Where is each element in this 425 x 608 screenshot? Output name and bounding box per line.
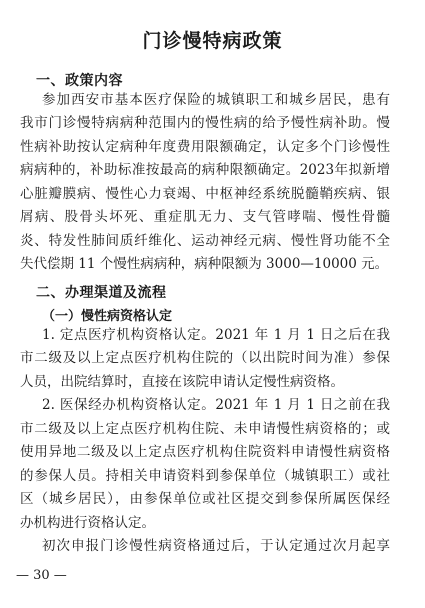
text-line: 我市门诊慢特病病种范围内的慢性病的给予慢性病补助。慢 xyxy=(20,115,390,131)
text-line: 市二级及以上定点医疗机构住院、未申请慢性病资格的；或 xyxy=(20,420,390,437)
text-line: 屑病、股骨头坏死、重症肌无力、支气管哮喘、慢性骨髓 xyxy=(20,209,390,225)
text-line: 失代偿期 11 个慢性病病种，病种限额为 3000—10000 元。 xyxy=(20,256,389,272)
text-line: 性病补助按认定病种年度费用限额确定，认定多个门诊慢性 xyxy=(20,138,390,155)
text-line: 使用异地二级及以上定点医疗机构住院资料申请慢性病资格 xyxy=(20,444,390,460)
text-line: 炎、特发性肺间质纤维化、运动神经元病、慢性肾功能不全 xyxy=(20,232,390,249)
text-line: 1. 定点医疗机构资格认定。2021 年 1 月 1 日之后在我 xyxy=(42,326,390,343)
text-line: 办机构进行资格认定。 xyxy=(20,514,155,531)
page-title: 门诊慢特病政策 xyxy=(142,30,283,52)
text-line: 参加西安市基本医疗保险的城镇职工和城乡居民，患有 xyxy=(42,91,390,108)
text-line: 人员，出院结算时，直接在该院申请认定慢性病资格。 xyxy=(20,373,344,390)
text-line: 病病种的，补助标准按最高的病种限额确定。2023年拟新增 xyxy=(20,162,390,178)
text-line: 市二级及以上定点医疗机构住院的（以出院时间为准）参保 xyxy=(20,350,390,366)
subsection-heading-qualification: （一）慢性病资格认定 xyxy=(42,309,173,324)
text-line: 心脏瓣膜病、慢性心力衰竭、中枢神经系统脱髓鞘疾病、银 xyxy=(20,185,390,202)
section-heading-policy: 一、政策内容 xyxy=(36,73,123,89)
text-line: 2. 医保经办机构资格认定。2021 年 1 月 1 日之前在我 xyxy=(42,397,390,413)
text-line: 区（城乡居民），由参保单位或社区提交到参保所属医保经 xyxy=(20,491,390,507)
text-line: 初次申报门诊慢性病资格通过后，于认定通过次月起享 xyxy=(42,538,390,554)
text-line: 的参保人员。持相关申请资料到参保单位（城镇职工）或社 xyxy=(20,467,390,484)
page-number: — 30 — xyxy=(16,567,67,583)
section-heading-procedure: 二、办理渠道及流程 xyxy=(36,284,167,301)
